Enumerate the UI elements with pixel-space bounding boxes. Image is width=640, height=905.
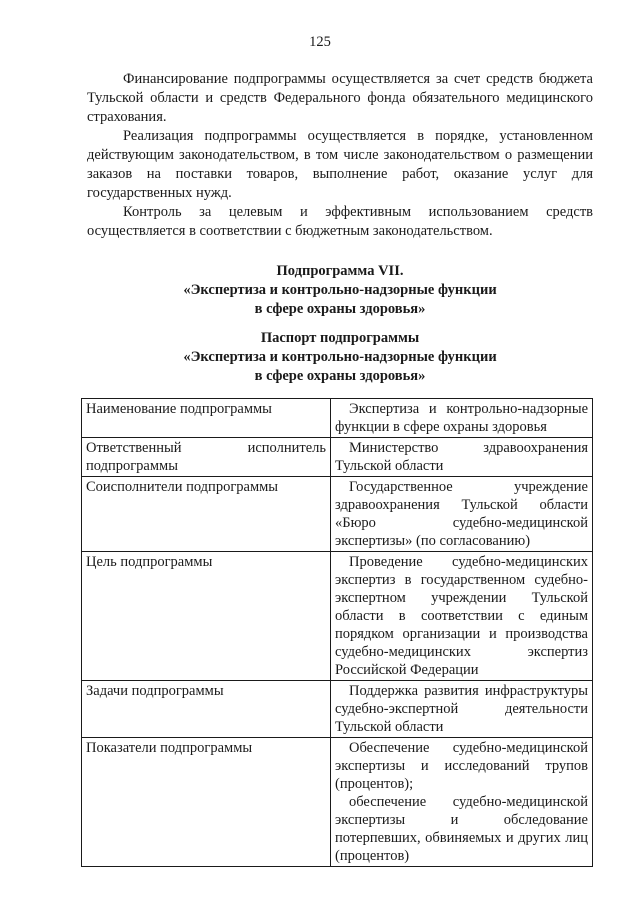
row-value-text: Экспертиза и контрольно-надзорные функции в сфере охраны здоровья	[335, 401, 588, 435]
subprogram-heading-line-3: в сфере охраны здоровья»	[254, 301, 426, 317]
row-value-coexecutors	[331, 477, 593, 552]
row-value-text: Проведение судебно-медицинских экспертиз в государственном судебно-экспертном учреждении Тульской области в соответствии с единым порядком организации и производства судебно-медицинских экспертиз Российской Федерации	[335, 554, 588, 678]
row-label-tasks: Задачи подпрограммы	[82, 681, 331, 738]
passport-heading-line-1: Паспорт подпрограммы	[260, 330, 420, 346]
row-value-text: Министерство здравоохранения Тульской области	[335, 440, 588, 474]
row-value-indicators	[331, 738, 593, 867]
row-value-text: Поддержка развития инфраструктуры судебно-экспертной деятельности Тульской области	[335, 683, 588, 735]
table-row	[82, 552, 593, 681]
subprogram-heading	[87, 262, 593, 319]
intro-paragraph-implementation: Реализация подпрограммы осуществляется в порядке, установленном действующим законодательством, в том числе законодательством о размещении заказов на поставки товаров, выполнение работ, оказание услуг для государственных нужд.	[87, 128, 593, 201]
row-value-name	[331, 399, 593, 438]
intro-paragraph-financing: Финансирование подпрограммы осуществляется за счет средств бюджета Тульской области и средств Федерального фонда обязательного медицинского страхования.	[87, 71, 593, 125]
row-value-responsible	[331, 438, 593, 477]
passport-heading-line-3: в сфере охраны здоровья»	[254, 368, 426, 384]
row-label-goal: Цель подпрограммы	[82, 552, 331, 681]
table-row	[82, 399, 593, 438]
passport-heading	[87, 329, 593, 386]
row-label-responsible: Ответственный исполнитель подпрограммы	[82, 438, 331, 477]
intro-paragraph-control: Контроль за целевым и эффективным использованием средств осуществляется в соответствии с бюджетным законодательством.	[87, 204, 593, 239]
table-row	[82, 738, 593, 867]
subprogram-heading-line-2: «Экспертиза и контрольно-надзорные функции	[183, 282, 497, 298]
row-value-text: обеспечение судебно-медицинской экспертизы и обследование потерпевших, обвиняемых и других лиц (процентов)	[335, 794, 588, 864]
row-value-tasks	[331, 681, 593, 738]
passport-table	[81, 398, 593, 867]
page-number: 125	[309, 34, 331, 50]
table-row	[82, 681, 593, 738]
table-row	[82, 477, 593, 552]
subprogram-heading-line-1: Подпрограмма VII.	[276, 263, 404, 279]
row-value-text: Обеспечение судебно-медицинской экспертизы и исследований трупов (процентов);	[335, 740, 588, 792]
row-label-name: Наименование подпрограммы	[82, 399, 331, 438]
row-value-goal	[331, 552, 593, 681]
intro-text	[87, 70, 593, 241]
row-label-indicators: Показатели подпрограммы	[82, 738, 331, 867]
table-row	[82, 438, 593, 477]
row-label-coexecutors: Соисполнители подпрограммы	[82, 477, 331, 552]
row-value-text: Государственное учреждение здравоохранения Тульской области «Бюро судебно-медицинской экспертизы» (по согласованию)	[335, 479, 588, 549]
passport-heading-line-2: «Экспертиза и контрольно-надзорные функции	[183, 349, 497, 365]
